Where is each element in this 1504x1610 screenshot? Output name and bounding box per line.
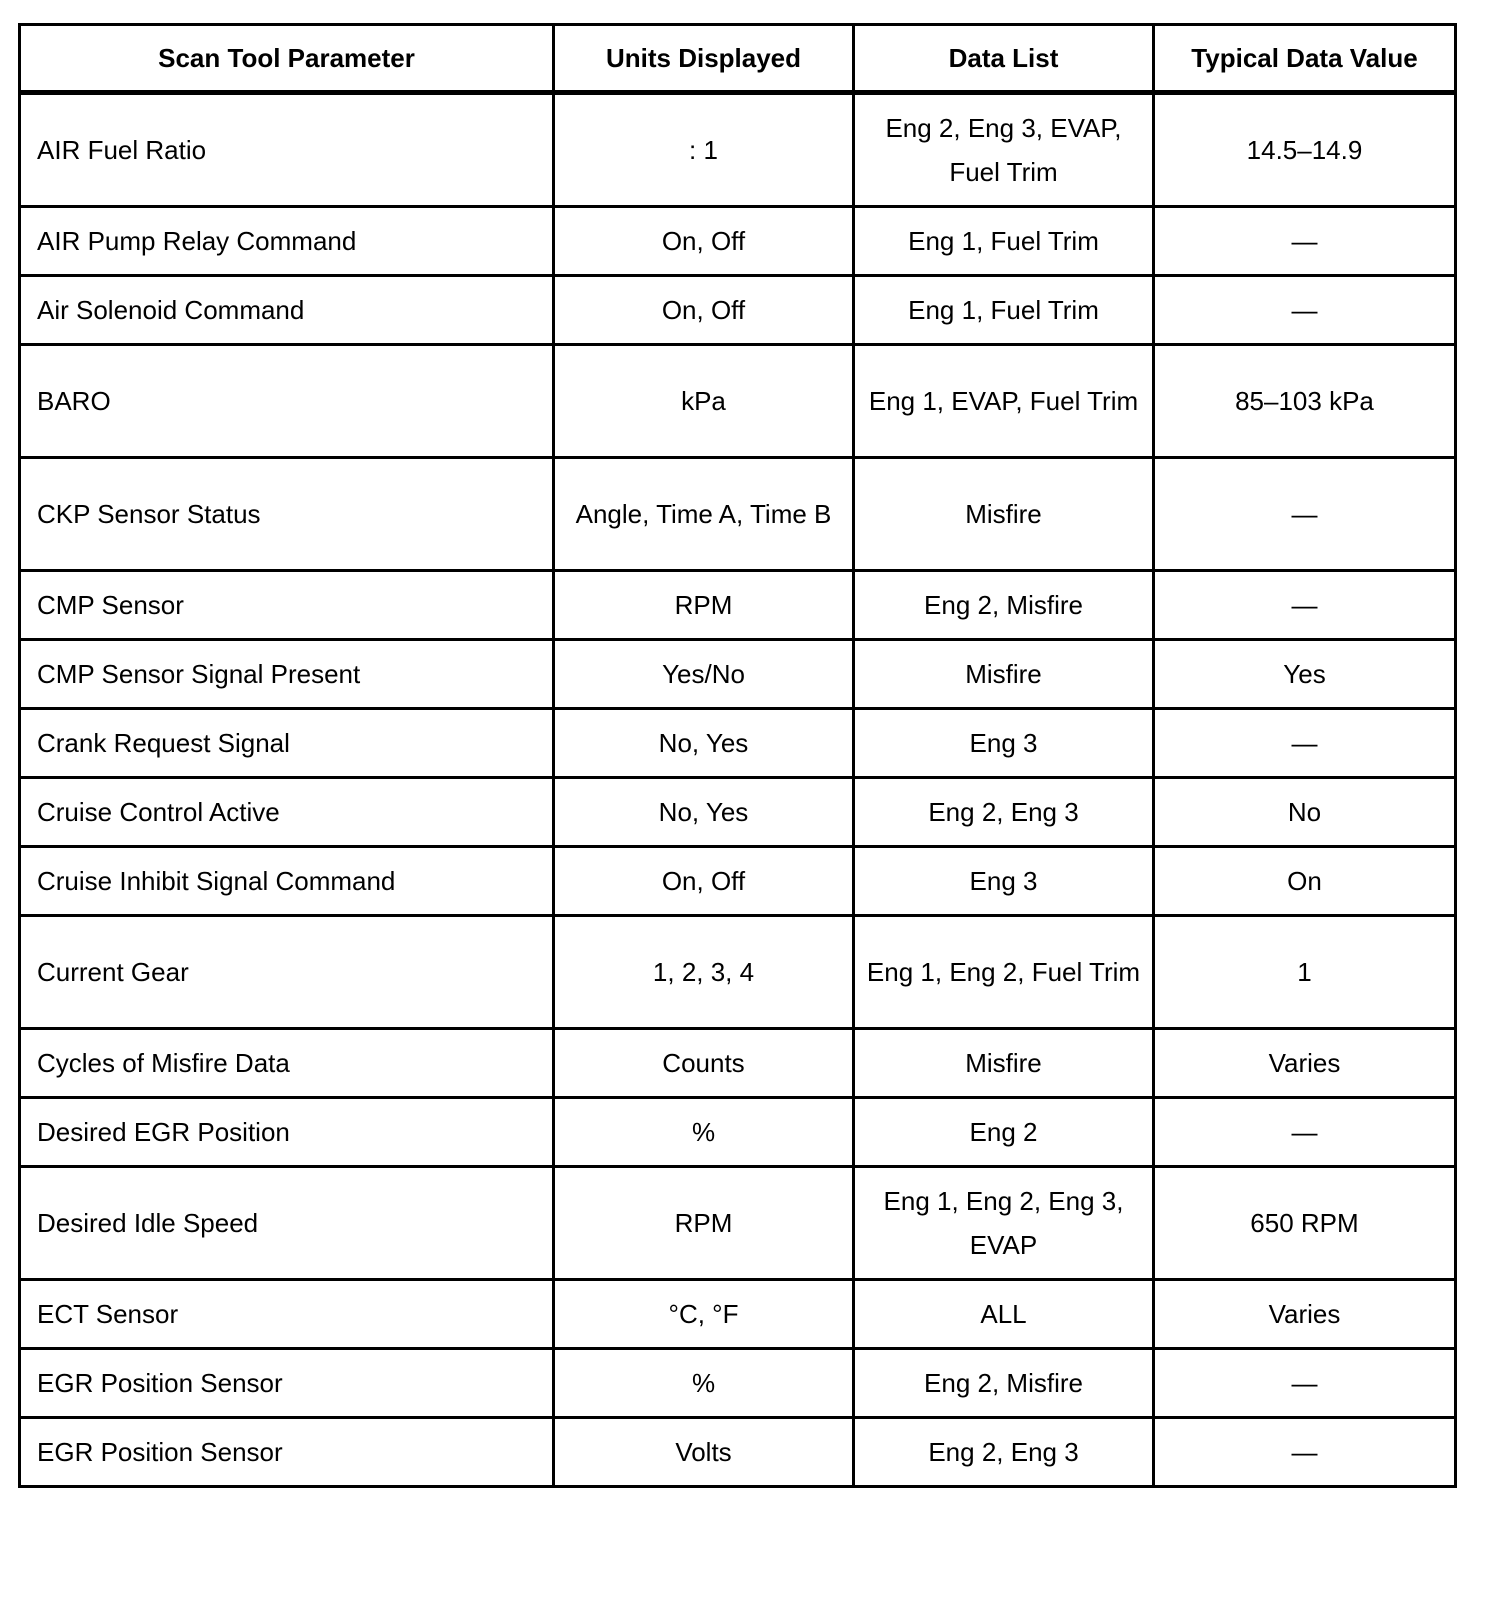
typical-value-cell: —: [1154, 571, 1456, 640]
data-list-cell: Eng 2, Eng 3: [854, 778, 1154, 847]
data-list-cell: Eng 1, Fuel Trim: [854, 276, 1154, 345]
parameter-cell: EGR Position Sensor: [20, 1349, 554, 1418]
table-row: [20, 778, 1456, 847]
typical-value-cell: —: [1154, 458, 1456, 571]
parameter-cell: Desired EGR Position: [20, 1098, 554, 1167]
typical-value-cell: On: [1154, 847, 1456, 916]
units-cell: Volts: [554, 1418, 854, 1487]
parameter-cell: Cycles of Misfire Data: [20, 1029, 554, 1098]
header-scan-tool-parameter: Scan Tool Parameter: [20, 25, 554, 93]
typical-value-cell: —: [1154, 1349, 1456, 1418]
data-list-cell: Misfire: [854, 458, 1154, 571]
table-row: [20, 640, 1456, 709]
units-cell: °C, °F: [554, 1280, 854, 1349]
units-cell: %: [554, 1349, 854, 1418]
units-cell: Yes/No: [554, 640, 854, 709]
table-row: [20, 276, 1456, 345]
parameter-cell: Current Gear: [20, 916, 554, 1029]
parameter-cell: Cruise Control Active: [20, 778, 554, 847]
table-row: [20, 345, 1456, 458]
data-list-cell: Eng 1, Fuel Trim: [854, 207, 1154, 276]
data-list-cell: Eng 2, Eng 3, EVAP, Fuel Trim: [854, 93, 1154, 207]
table-row: [20, 1029, 1456, 1098]
header-typical-data-value: Typical Data Value: [1154, 25, 1456, 93]
typical-value-cell: No: [1154, 778, 1456, 847]
parameter-cell: CKP Sensor Status: [20, 458, 554, 571]
units-cell: RPM: [554, 1167, 854, 1280]
data-list-cell: Eng 1, Eng 2, Eng 3, EVAP: [854, 1167, 1154, 1280]
units-cell: %: [554, 1098, 854, 1167]
typical-value-cell: Varies: [1154, 1280, 1456, 1349]
parameter-cell: Cruise Inhibit Signal Command: [20, 847, 554, 916]
table-row: [20, 1098, 1456, 1167]
parameter-cell: Crank Request Signal: [20, 709, 554, 778]
data-list-cell: Eng 2, Misfire: [854, 1349, 1154, 1418]
data-list-cell: Eng 2, Misfire: [854, 571, 1154, 640]
data-list-cell: ALL: [854, 1280, 1154, 1349]
parameter-cell: BARO: [20, 345, 554, 458]
data-list-cell: Eng 1, Eng 2, Fuel Trim: [854, 916, 1154, 1029]
parameter-cell: Desired Idle Speed: [20, 1167, 554, 1280]
units-cell: On, Off: [554, 276, 854, 345]
typical-value-cell: 650 RPM: [1154, 1167, 1456, 1280]
units-cell: RPM: [554, 571, 854, 640]
table-row: [20, 458, 1456, 571]
parameter-cell: CMP Sensor: [20, 571, 554, 640]
typical-value-cell: —: [1154, 1098, 1456, 1167]
table-row: [20, 1167, 1456, 1280]
parameter-cell: ECT Sensor: [20, 1280, 554, 1349]
units-cell: No, Yes: [554, 709, 854, 778]
units-cell: On, Off: [554, 207, 854, 276]
data-list-cell: Eng 2, Eng 3: [854, 1418, 1154, 1487]
data-list-cell: Eng 1, EVAP, Fuel Trim: [854, 345, 1154, 458]
parameter-cell: AIR Pump Relay Command: [20, 207, 554, 276]
header-row: [20, 25, 1456, 93]
typical-value-cell: —: [1154, 276, 1456, 345]
table-row: [20, 571, 1456, 640]
table-row: [20, 1280, 1456, 1349]
header-units-displayed: Units Displayed: [554, 25, 854, 93]
scan-tool-parameter-table: [18, 23, 1457, 1488]
typical-value-cell: Varies: [1154, 1029, 1456, 1098]
table-row: [20, 93, 1456, 207]
units-cell: No, Yes: [554, 778, 854, 847]
table-row: [20, 207, 1456, 276]
data-list-cell: Misfire: [854, 1029, 1154, 1098]
parameter-cell: EGR Position Sensor: [20, 1418, 554, 1487]
typical-value-cell: —: [1154, 207, 1456, 276]
units-cell: Angle, Time A, Time B: [554, 458, 854, 571]
units-cell: kPa: [554, 345, 854, 458]
table-row: [20, 916, 1456, 1029]
units-cell: 1, 2, 3, 4: [554, 916, 854, 1029]
units-cell: : 1: [554, 93, 854, 207]
parameter-cell: CMP Sensor Signal Present: [20, 640, 554, 709]
data-list-cell: Misfire: [854, 640, 1154, 709]
typical-value-cell: —: [1154, 709, 1456, 778]
parameter-cell: AIR Fuel Ratio: [20, 93, 554, 207]
table-row: [20, 1349, 1456, 1418]
typical-value-cell: 14.5–14.9: [1154, 93, 1456, 207]
table-row: [20, 709, 1456, 778]
data-list-cell: Eng 3: [854, 709, 1154, 778]
table-row: [20, 847, 1456, 916]
units-cell: On, Off: [554, 847, 854, 916]
typical-value-cell: 1: [1154, 916, 1456, 1029]
typical-value-cell: Yes: [1154, 640, 1456, 709]
units-cell: Counts: [554, 1029, 854, 1098]
data-list-cell: Eng 2: [854, 1098, 1154, 1167]
table-row: [20, 1418, 1456, 1487]
typical-value-cell: —: [1154, 1418, 1456, 1487]
data-list-cell: Eng 3: [854, 847, 1154, 916]
header-data-list: Data List: [854, 25, 1154, 93]
typical-value-cell: 85–103 kPa: [1154, 345, 1456, 458]
parameter-cell: Air Solenoid Command: [20, 276, 554, 345]
